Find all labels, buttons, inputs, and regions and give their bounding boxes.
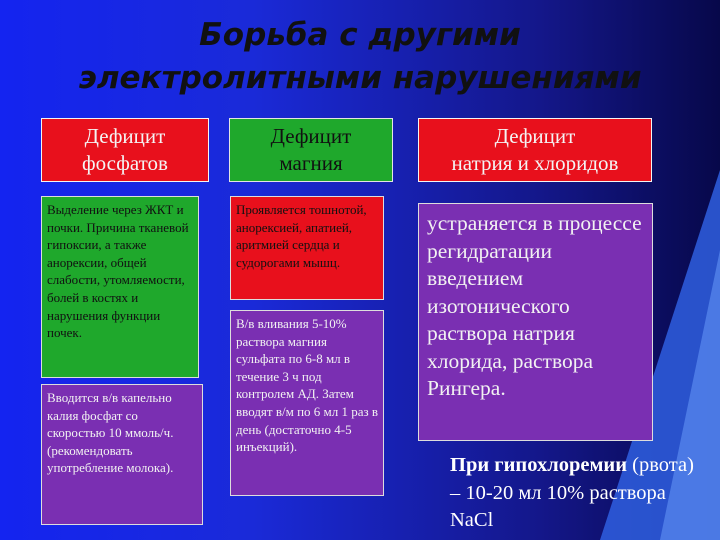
header-magnesium-line2: магния [279,151,343,175]
magnesium-treatment: В/в вливания 5-10% раствора магния сульфата по 6-8 мл в течение 3 ч под контролем АД. Затем вводят в/м по 6 мл 1 раз в день (достаточно 4-5 инъекций). [230,310,384,496]
header-sodium [418,118,652,182]
header-phosphate [41,118,209,182]
header-sodium-line1: Дефицит [494,124,576,148]
phosphate-description: Выделение через ЖКТ и почки. Причина тканевой гипоксии, а также анорексии, общей слабости, утомляемости, болей в костях и нарушения функции почек. [41,196,199,378]
note-text: (рвота) – 10-20 мл 10% раствора NaCl [450,454,694,531]
title-line-1: Борьба с другими [199,17,521,53]
note-bold: При гипохлоремии [450,454,628,476]
phosphate-treatment: Вводится в/в капельно калия фосфат со скоростью 10 ммоль/ч. (рекомендовать употребление молока). [41,384,203,525]
header-magnesium [229,118,393,182]
header-sodium-line2: натрия и хлоридов [451,151,619,175]
hypochloremia-note [450,452,700,535]
header-magnesium-line1: Дефицит [270,124,352,148]
header-phosphate-line2: фосфатов [82,151,168,175]
header-phosphate-line1: Дефицит [84,124,166,148]
sodium-treatment: устраняется в процессе регидратации введением изотонического раствора натрия хлорида, раствора Рингера. [418,203,653,441]
title-line-2: электролитными нарушениями [78,60,642,96]
slide-title [40,14,680,100]
magnesium-description: Проявляется тошнотой, анорексией, апатией, аритмией сердца и судорогами мышц. [230,196,384,300]
